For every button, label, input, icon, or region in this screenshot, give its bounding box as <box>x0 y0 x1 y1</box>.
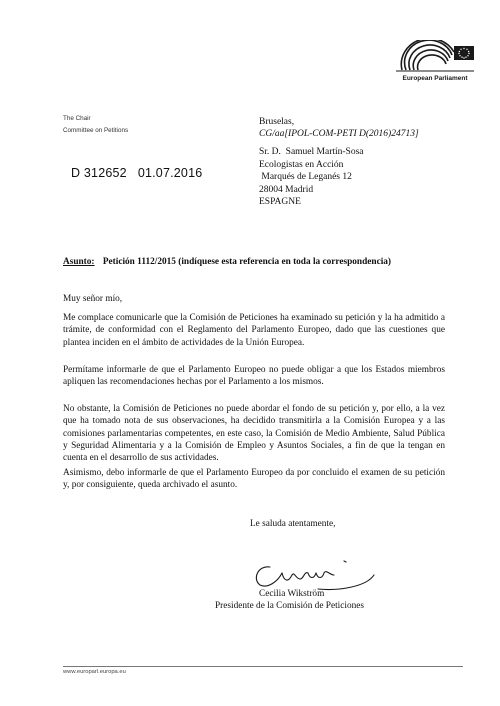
body-paragraph-4: Asimismo, debo informarle de que el Parlamento Europeo da por concluido el examen de su petición y, por consiguiente, queda archivado el asunto. <box>63 468 445 491</box>
sender-committee: Committee on Petitions <box>63 127 129 134</box>
body-paragraph-2: Permítame informarle de que el Parlamento Europeo no puede obligar a que los Estados miembros apliquen las recomendaciones hechas por el Parlamento a los mismos. <box>63 365 445 388</box>
logo-wordmark: European Parliament <box>402 75 468 82</box>
parliament-hemicycle-icon <box>394 40 476 76</box>
subject-line <box>63 257 391 267</box>
registration-stamp: D 312652 01.07.2016 <box>71 166 203 180</box>
reference-code: CG/aa[IPOL-COM-PETI D(2016)24713] <box>259 129 419 139</box>
place-line: Bruselas, <box>259 117 295 127</box>
sender-block <box>63 113 128 137</box>
recipient-country: ESPAGNE <box>259 197 301 208</box>
european-parliament-logo <box>394 40 476 94</box>
salutation: Muy señor mío, <box>63 294 123 304</box>
footer-url: www.europarl.europa.eu <box>63 669 126 675</box>
closing-line: Le saluda atentamente, <box>250 519 336 529</box>
recipient-name: Sr. D. Samuel Martín-Sosa <box>259 147 364 157</box>
recipient-address <box>259 146 364 209</box>
recipient-org: Ecologistas en Acción <box>259 159 344 170</box>
body-paragraph-1: Me complace comunicarle que la Comisión de Peticiones ha examinado su petición y la ha admitido a trámite, de conformidad con el Reglamento del Parlamento Europeo, dado que las cuestiones que plantea inciden en el ámbito de actividades de la Unión Europea. <box>63 313 445 348</box>
recipient-street: Marqués de Leganés 12 <box>259 172 352 183</box>
subject-text: Petición 1112/2015 (indíquese esta referencia en toda la correspondencia) <box>102 257 392 267</box>
body-paragraph-3: No obstante, la Comisión de Peticiones no puede abordar el fondo de su petición y, por ello, a la vez que ha tomado nota de sus observaciones, ha decidido transmitirla a la Comisión Europea y a las comisiones parlamentarias competentes, en este caso, la Comisión de Medio Ambiente, Salud Pública y Seguridad Alimentaria y a la Comisión de Empleo y Asuntos Sociales, a fin de que la tengan en cuenta en el desarrollo de sus actividades. <box>63 404 445 464</box>
recipient-city: 28004 Madrid <box>259 184 314 195</box>
sender-role: The Chair <box>63 115 91 122</box>
signatory-name: Cecilia Wikström <box>259 589 325 599</box>
subject-label: Asunto: <box>63 257 95 267</box>
footer-divider <box>63 666 463 667</box>
signatory-title: Presidente de la Comisión de Peticiones <box>215 601 364 611</box>
